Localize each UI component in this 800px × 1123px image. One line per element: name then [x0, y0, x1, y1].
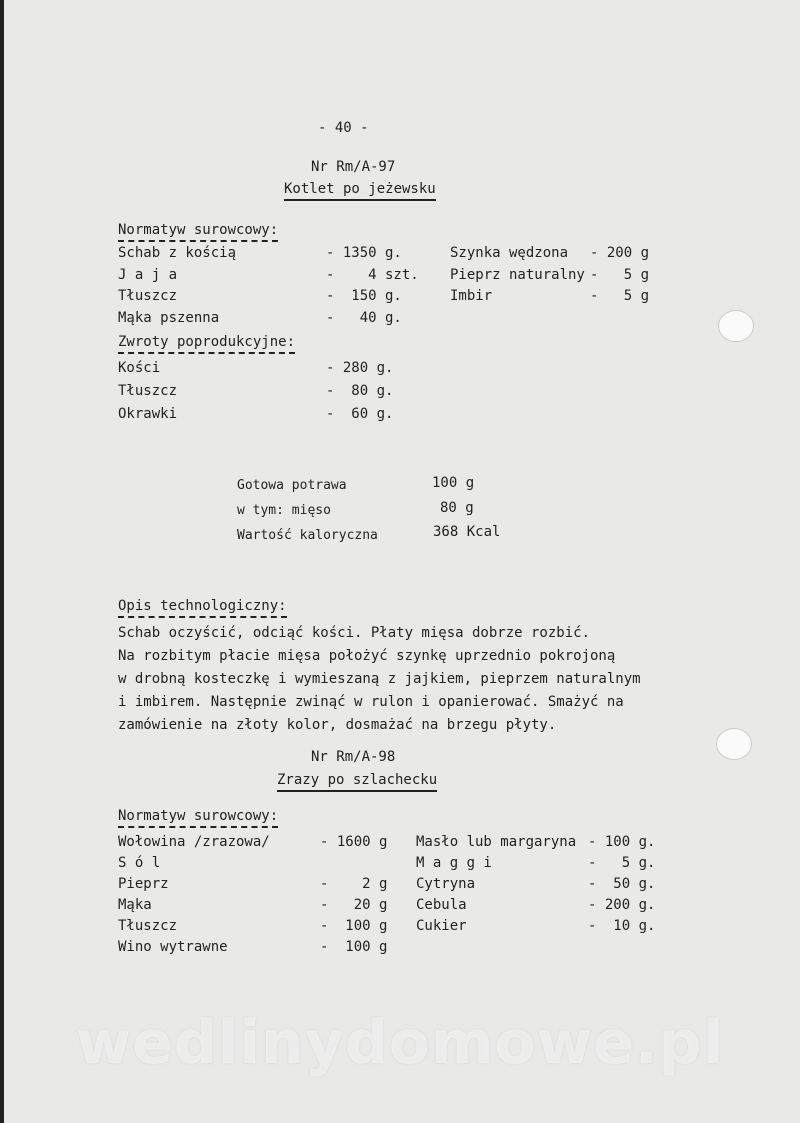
ingredient-name: Pieprz naturalny — [450, 267, 585, 283]
scan-edge — [0, 0, 4, 1123]
ingredient-name: Cebula — [416, 897, 467, 913]
ingredient-qty: - 1350 g. — [326, 245, 402, 261]
recipe-title: Zrazy po szlachecku — [277, 772, 437, 792]
ingredient-qty: - 150 g. — [326, 288, 402, 304]
ingredient-qty: - 50 g. — [588, 876, 656, 892]
return-qty: - 80 g. — [326, 383, 394, 399]
description-heading: Opis technologiczny: — [118, 598, 287, 618]
ingredient-name: Mąka pszenna — [118, 310, 220, 326]
ingredient-qty: - 5 g — [590, 288, 650, 304]
return-qty: - 280 g. — [326, 360, 394, 376]
ingredient-name: Cukier — [416, 918, 467, 934]
description-line: zamówienie na złoty kolor, dosmażać na brzegu płyty. — [118, 717, 557, 733]
ingredient-name: Wino wytrawne — [118, 939, 228, 955]
return-qty: - 60 g. — [326, 406, 394, 422]
norm-heading: Normatyw surowcowy: — [118, 808, 278, 828]
ingredient-qty: - 10 g. — [588, 918, 656, 934]
page-number: - 40 - — [318, 120, 369, 136]
ingredient-name: Mąka — [118, 897, 152, 913]
ingredient-name: Cytryna — [416, 876, 476, 892]
ingredient-name: Masło lub margaryna — [416, 834, 577, 850]
ingredient-qty: - 200 g — [590, 245, 650, 261]
returns-heading: Zwroty poprodukcyjne: — [118, 334, 295, 354]
ingredient-qty: - 40 g. — [326, 310, 402, 326]
ingredient-name: S ó l — [118, 855, 161, 871]
ingredient-name: Tłuszcz — [118, 288, 178, 304]
ingredient-name: M a g g i — [416, 855, 492, 871]
punch-hole — [718, 310, 754, 342]
ingredient-qty: - 5 g — [590, 267, 650, 283]
norm-heading: Normatyw surowcowy: — [118, 222, 278, 242]
return-name: Kości — [118, 360, 161, 376]
description-line: Na rozbitym płacie mięsa położyć szynkę uprzednio pokrojoną — [118, 648, 616, 664]
ingredient-qty: - 5 g. — [588, 855, 656, 871]
ingredient-qty: - 2 g — [320, 876, 388, 892]
ingredient-qty: - 100 g — [320, 939, 388, 955]
ingredient-name: J a j a — [118, 267, 178, 283]
ingredient-name: Imbir — [450, 288, 493, 304]
ingredient-name: Pieprz — [118, 876, 169, 892]
ingredient-name: Schab z kością — [118, 245, 237, 261]
description-line: Schab oczyścić, odciąć kości. Płaty mięsa dobrze rozbić. — [118, 625, 591, 641]
nutrition-value: 100 g — [432, 475, 475, 491]
ingredient-qty: - 100 g — [320, 918, 388, 934]
ingredient-name: Szynka wędzona — [450, 245, 569, 261]
recipe-number: Nr Rm/A-97 — [311, 159, 396, 175]
description-line: w drobną kosteczkę i wymieszaną z jajkiem, pieprzem naturalnym — [118, 671, 641, 687]
ingredient-name: Wołowina /zrazowa/ — [118, 834, 270, 850]
nutrition-label: Wartość kaloryczna — [237, 528, 378, 543]
recipe-title: Kotlet po jeżewsku — [284, 181, 436, 201]
ingredient-qty: - 20 g — [320, 897, 388, 913]
nutrition-label: w tym: mięso — [237, 503, 331, 518]
ingredient-qty: - 1600 g — [320, 834, 388, 850]
return-name: Tłuszcz — [118, 383, 178, 399]
nutrition-value: 368 Kcal — [433, 524, 501, 540]
nutrition-label: Gotowa potrawa — [237, 478, 347, 493]
ingredient-qty: - 4 szt. — [326, 267, 419, 283]
punch-hole — [716, 728, 752, 760]
ingredient-qty: - 200 g. — [588, 897, 656, 913]
ingredient-qty: - 100 g. — [588, 834, 656, 850]
nutrition-value: 80 g — [440, 500, 474, 516]
ingredient-name: Tłuszcz — [118, 918, 178, 934]
return-name: Okrawki — [118, 406, 178, 422]
watermark: wedlinydomowe.pl — [75, 1008, 725, 1078]
description-line: i imbirem. Następnie zwinąć w rulon i opanierować. Smażyć na — [118, 694, 624, 710]
recipe-number: Nr Rm/A-98 — [311, 749, 396, 765]
